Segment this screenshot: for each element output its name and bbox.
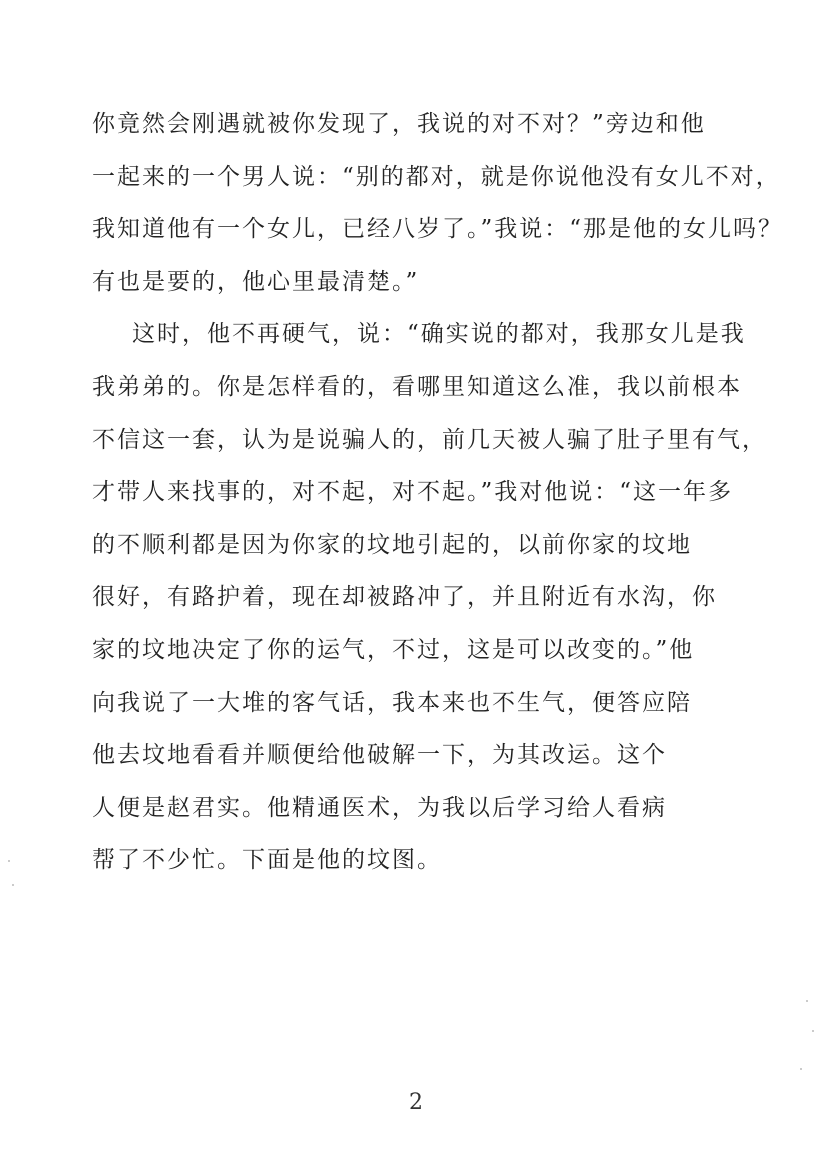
handwritten-text-block (92, 98, 804, 887)
text-line: 我知道他有一个女儿，已经八岁了。”我说：“那是他的女儿吗？ (92, 216, 784, 243)
text-line-paragraph-start: 这时，他不再硬气，说：“确实说的都对，我那女儿是我 (132, 321, 746, 348)
text-line: 很好，有路护着，现在却被路冲了，并且附近有水沟，你 (92, 584, 717, 611)
scan-speck (800, 1068, 802, 1070)
text-line: 的不顺利都是因为你家的坟地引起的，以前你家的坟地 (92, 531, 692, 558)
scan-speck (806, 1000, 808, 1002)
text-line: 帮了不少忙。下面是他的坟图。 (92, 847, 442, 874)
text-line: 家的坟地决定了你的运气，不过，这是可以改变的。”他 (92, 636, 695, 663)
text-line: 才带人来找事的，对不起，对不起。”我对他说：“这一年多 (92, 479, 734, 506)
text-line: 向我说了一大堆的客气话，我本来也不生气，便答应陪 (92, 689, 692, 716)
scan-speck (8, 860, 10, 862)
text-line: 有也是要的，他心里最清楚。” (92, 268, 420, 295)
text-line: 他去坟地看看并顺便给他破解一下，为其改运。这个 (92, 742, 667, 769)
page-number: 2 (409, 1090, 423, 1115)
text-line: 一起来的一个男人说：“别的都对，就是你说他没有女儿不对， (92, 163, 781, 190)
scan-speck (812, 1030, 814, 1032)
text-line: 你竟然会刚遇就被你发现了，我说的对不对？”旁边和他 (92, 111, 706, 137)
scan-speck (12, 884, 14, 886)
text-line: 不信这一套，认为是说骗人的，前几天被人骗了肚子里有气， (92, 426, 767, 453)
text-line: 人便是赵君实。他精通医术，为我以后学习给人看病 (92, 794, 667, 821)
text-line: 我弟弟的。你是怎样看的，看哪里知道这么准，我以前根本 (92, 373, 742, 400)
